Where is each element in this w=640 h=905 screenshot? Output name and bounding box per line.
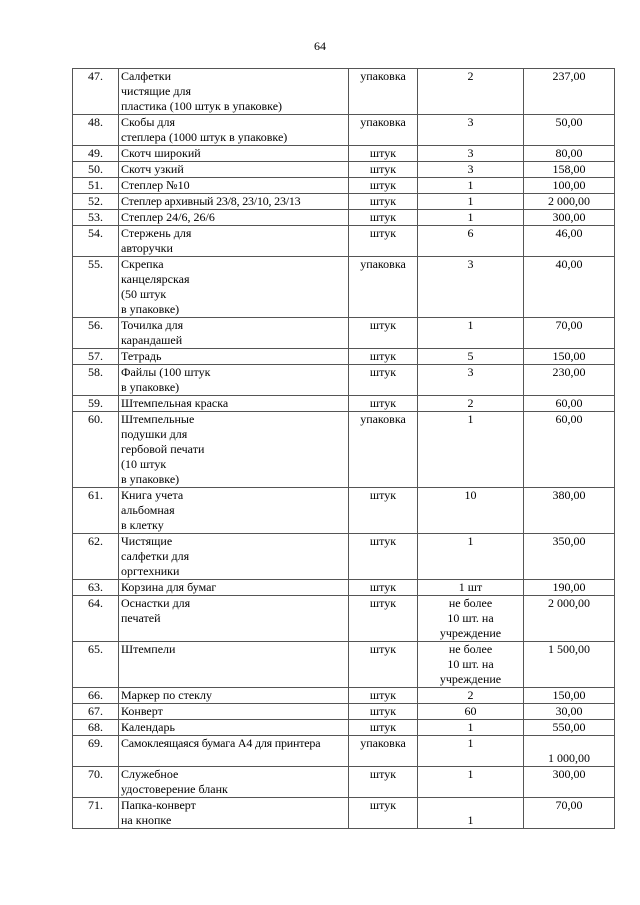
quantity-cell-line: 2 [467, 69, 474, 83]
item-name-cell-line: Салфетки [121, 69, 172, 83]
item-name-cell [119, 210, 349, 226]
item-name-cell-line: чистящие для [121, 84, 191, 98]
supplies-table [72, 68, 615, 829]
table-body [73, 69, 615, 829]
row-number-cell: 53. [73, 210, 119, 226]
item-name-cell [119, 162, 349, 178]
item-name-cell [119, 704, 349, 720]
unit-cell: штук [349, 767, 418, 798]
quantity-cell-line: 3 [467, 162, 474, 176]
item-name-cell-line: Стержень для [121, 226, 192, 240]
price-cell-line: 550,00 [552, 720, 586, 734]
unit-cell: штук [349, 704, 418, 720]
price-cell [524, 488, 615, 534]
quantity-cell [418, 162, 524, 178]
row-number-cell: 69. [73, 736, 119, 767]
row-number-cell: 61. [73, 488, 119, 534]
table-row [73, 365, 615, 396]
quantity-cell-line: 1 [467, 736, 474, 750]
price-cell-line: 158,00 [552, 162, 586, 176]
item-name-cell [119, 226, 349, 257]
item-name-cell [119, 534, 349, 580]
price-cell [524, 642, 615, 688]
quantity-cell [418, 767, 524, 798]
unit-cell: штук [349, 720, 418, 736]
row-number-cell: 70. [73, 767, 119, 798]
unit-cell: штук [349, 194, 418, 210]
table-row [73, 736, 615, 767]
unit-cell: упаковка [349, 736, 418, 767]
price-cell-line: 70,00 [555, 798, 583, 812]
quantity-cell-line: 1 [467, 534, 474, 548]
quantity-cell-line: 1 [467, 720, 474, 734]
price-cell-line: 40,00 [555, 257, 583, 271]
item-name-cell-line: гербовой печати [121, 442, 205, 456]
item-name-cell-line: Степлер 24/6, 26/6 [121, 210, 215, 224]
quantity-cell-line: 3 [467, 365, 474, 379]
price-cell [524, 318, 615, 349]
price-cell-line: 300,00 [552, 210, 586, 224]
item-name-cell [119, 257, 349, 318]
item-name-cell [119, 365, 349, 396]
quantity-cell-line: 1 [467, 318, 474, 332]
item-name-cell [119, 349, 349, 365]
table-row [73, 226, 615, 257]
item-name-cell-line: авторучки [121, 241, 173, 255]
item-name-cell-line: удостоверение бланк [121, 782, 228, 796]
quantity-cell-line: 1 [467, 412, 474, 426]
price-cell-line: 230,00 [552, 365, 586, 379]
quantity-cell [418, 534, 524, 580]
quantity-cell [418, 412, 524, 488]
item-name-cell-line: Служебное [121, 767, 179, 781]
item-name-cell [119, 580, 349, 596]
quantity-cell [418, 365, 524, 396]
item-name-cell-line: Оснастки для [121, 596, 191, 610]
table-row [73, 798, 615, 829]
item-name-cell [119, 412, 349, 488]
quantity-cell-line: 10 [464, 488, 477, 502]
item-name-cell-line: салфетки для [121, 549, 190, 563]
quantity-cell-line: 1 [467, 767, 474, 781]
quantity-cell [418, 194, 524, 210]
item-name-cell-line: в упаковке) [121, 380, 180, 394]
item-name-cell-line: Степлер №10 [121, 178, 190, 192]
quantity-cell [418, 146, 524, 162]
item-name-cell-line: Скотч узкий [121, 162, 184, 176]
row-number-cell: 63. [73, 580, 119, 596]
table-row [73, 488, 615, 534]
quantity-cell [418, 688, 524, 704]
item-name-cell-line: Чистящие [121, 534, 173, 548]
table-row [73, 767, 615, 798]
table-row [73, 688, 615, 704]
item-name-cell-line: Папка-конверт [121, 798, 196, 812]
price-cell [524, 349, 615, 365]
quantity-cell-line: 1 [467, 194, 474, 208]
item-name-cell-line: альбомная [121, 503, 175, 517]
row-number-cell: 62. [73, 534, 119, 580]
row-number-cell: 64. [73, 596, 119, 642]
item-name-cell-line: Штемпели [121, 642, 176, 656]
item-name-cell-line: Корзина для бумаг [121, 580, 217, 594]
item-name-cell [119, 488, 349, 534]
row-number-cell: 47. [73, 69, 119, 115]
item-name-cell-line: (10 штук [121, 457, 167, 471]
item-name-cell-line: канцелярская [121, 272, 190, 286]
page-number: 64 [314, 39, 326, 53]
unit-cell: штук [349, 146, 418, 162]
table-row [73, 115, 615, 146]
table-row [73, 178, 615, 194]
item-name-cell [119, 767, 349, 798]
price-cell [524, 412, 615, 488]
unit-cell: штук [349, 580, 418, 596]
unit-cell: штук [349, 534, 418, 580]
quantity-cell-line: 1 шт [458, 580, 483, 594]
table-row [73, 349, 615, 365]
quantity-cell [418, 580, 524, 596]
item-name-cell-line: Файлы (100 штук [121, 365, 211, 379]
quantity-cell-line: не более [448, 596, 493, 610]
item-name-cell-line: Штемпельные [121, 412, 195, 426]
row-number-cell: 54. [73, 226, 119, 257]
table-row [73, 580, 615, 596]
row-number-cell: 56. [73, 318, 119, 349]
price-cell-line: 190,00 [552, 580, 586, 594]
row-number-cell: 57. [73, 349, 119, 365]
row-number-cell: 60. [73, 412, 119, 488]
item-name-cell [119, 396, 349, 412]
price-cell-line: 300,00 [552, 767, 586, 781]
item-name-cell-line: Календарь [121, 720, 175, 734]
price-cell [524, 396, 615, 412]
item-name-cell-line: Конверт [121, 704, 163, 718]
item-name-cell-line: Тетрадь [121, 349, 162, 363]
quantity-cell [418, 318, 524, 349]
price-cell [524, 798, 615, 829]
price-cell-line [526, 736, 612, 751]
item-name-cell-line: Скобы для [121, 115, 176, 129]
item-name-cell [119, 596, 349, 642]
price-cell-line: 380,00 [552, 488, 586, 502]
price-cell-line: 350,00 [552, 534, 586, 548]
quantity-cell-line: 6 [467, 226, 474, 240]
quantity-cell [418, 210, 524, 226]
price-cell [524, 596, 615, 642]
row-number-cell: 51. [73, 178, 119, 194]
item-name-cell [119, 318, 349, 349]
item-name-cell-line: (50 штук [121, 287, 167, 301]
quantity-cell [418, 704, 524, 720]
table-row [73, 534, 615, 580]
price-cell [524, 720, 615, 736]
quantity-cell [418, 349, 524, 365]
price-cell-line: 1 500,00 [548, 642, 590, 656]
table-row [73, 396, 615, 412]
unit-cell: штук [349, 318, 418, 349]
row-number-cell: 58. [73, 365, 119, 396]
price-cell [524, 210, 615, 226]
price-cell [524, 69, 615, 115]
item-name-cell-line: Точилка для [121, 318, 184, 332]
table-row [73, 704, 615, 720]
quantity-cell-line: 1 [467, 210, 474, 224]
item-name-cell-line: Скотч широкий [121, 146, 201, 160]
quantity-cell-line: 60 [464, 704, 477, 718]
quantity-cell-line: 5 [467, 349, 474, 363]
quantity-cell [418, 596, 524, 642]
unit-cell: штук [349, 488, 418, 534]
price-cell [524, 146, 615, 162]
price-cell [524, 736, 615, 767]
price-cell-line: 2 000,00 [548, 194, 590, 208]
price-cell [524, 365, 615, 396]
row-number-cell: 52. [73, 194, 119, 210]
price-cell [524, 194, 615, 210]
item-name-cell [119, 798, 349, 829]
quantity-cell [418, 642, 524, 688]
unit-cell: штук [349, 642, 418, 688]
table-row [73, 257, 615, 318]
price-cell-line: 30,00 [555, 704, 583, 718]
item-name-cell [119, 688, 349, 704]
row-number-cell: 48. [73, 115, 119, 146]
table-row [73, 146, 615, 162]
unit-cell: штук [349, 162, 418, 178]
unit-cell: штук [349, 396, 418, 412]
item-name-cell-line: в упаковке) [121, 302, 180, 316]
row-number-cell: 67. [73, 704, 119, 720]
item-name-cell [119, 146, 349, 162]
unit-cell: штук [349, 178, 418, 194]
item-name-cell-line: Штемпельная краска [121, 396, 229, 410]
item-name-cell-line: оргтехники [121, 564, 180, 578]
unit-cell: штук [349, 798, 418, 829]
row-number-cell: 68. [73, 720, 119, 736]
price-cell-line: 2 000,00 [548, 596, 590, 610]
quantity-cell [418, 396, 524, 412]
price-cell-line: 46,00 [555, 226, 583, 240]
unit-cell: упаковка [349, 115, 418, 146]
unit-cell: штук [349, 349, 418, 365]
unit-cell: штук [349, 688, 418, 704]
item-name-cell-line: на кнопке [121, 813, 172, 827]
price-cell [524, 580, 615, 596]
item-name-cell-line: в клетку [121, 518, 164, 532]
table-row [73, 596, 615, 642]
table-row [73, 69, 615, 115]
table-row [73, 162, 615, 178]
table-row [73, 210, 615, 226]
price-cell [524, 767, 615, 798]
price-cell [524, 178, 615, 194]
price-cell [524, 226, 615, 257]
quantity-cell-line: 2 [467, 396, 474, 410]
quantity-cell [418, 115, 524, 146]
table-row [73, 194, 615, 210]
row-number-cell: 66. [73, 688, 119, 704]
price-cell-line: 237,00 [552, 69, 586, 83]
unit-cell: штук [349, 365, 418, 396]
quantity-cell-line: учреждение [439, 626, 502, 640]
item-name-cell-line: Степлер архивный 23/8, 23/10, 23/13 [121, 194, 301, 208]
item-name-cell-line: пластика (100 штук в упаковке) [121, 99, 283, 113]
table-row [73, 412, 615, 488]
price-cell-line: 80,00 [555, 146, 583, 160]
unit-cell: упаковка [349, 69, 418, 115]
table-row [73, 720, 615, 736]
price-cell-line: 60,00 [555, 412, 583, 426]
quantity-cell-line: 3 [467, 115, 474, 129]
row-number-cell: 49. [73, 146, 119, 162]
item-name-cell [119, 69, 349, 115]
price-cell [524, 704, 615, 720]
quantity-cell [418, 488, 524, 534]
unit-cell: штук [349, 210, 418, 226]
price-cell-line: 1 000,00 [548, 751, 590, 765]
quantity-cell-line: 1 [467, 813, 474, 827]
unit-cell: штук [349, 596, 418, 642]
unit-cell: упаковка [349, 257, 418, 318]
row-number-cell: 65. [73, 642, 119, 688]
quantity-cell [418, 798, 524, 829]
table-row [73, 318, 615, 349]
item-name-cell-line: Маркер по стеклу [121, 688, 212, 702]
quantity-cell-line: 10 шт. на [447, 611, 494, 625]
price-cell-line: 150,00 [552, 688, 586, 702]
row-number-cell: 55. [73, 257, 119, 318]
quantity-cell [418, 736, 524, 767]
price-cell-line: 60,00 [555, 396, 583, 410]
quantity-cell [418, 69, 524, 115]
item-name-cell [119, 115, 349, 146]
item-name-cell-line: Скрепка [121, 257, 164, 271]
quantity-cell-line: учреждение [439, 672, 502, 686]
quantity-cell [418, 257, 524, 318]
price-cell [524, 257, 615, 318]
price-cell-line: 150,00 [552, 349, 586, 363]
row-number-cell: 59. [73, 396, 119, 412]
price-cell-line: 100,00 [552, 178, 586, 192]
price-cell [524, 688, 615, 704]
quantity-cell [418, 720, 524, 736]
quantity-cell-line: 3 [467, 146, 474, 160]
quantity-cell-line: 3 [467, 257, 474, 271]
row-number-cell: 71. [73, 798, 119, 829]
item-name-cell [119, 720, 349, 736]
quantity-cell [418, 226, 524, 257]
unit-cell: упаковка [349, 412, 418, 488]
price-cell [524, 115, 615, 146]
item-name-cell [119, 178, 349, 194]
price-cell [524, 162, 615, 178]
row-number-cell: 50. [73, 162, 119, 178]
item-name-cell [119, 642, 349, 688]
item-name-cell-line: степлера (1000 штук в упаковке) [121, 130, 288, 144]
quantity-cell-line: 1 [467, 178, 474, 192]
item-name-cell [119, 736, 349, 767]
item-name-cell-line: Книга учета [121, 488, 184, 502]
item-name-cell-line: печатей [121, 611, 161, 625]
quantity-cell-line: 2 [467, 688, 474, 702]
price-cell-line: 50,00 [555, 115, 583, 129]
table-row [73, 642, 615, 688]
item-name-cell-line: карандашей [121, 333, 183, 347]
price-cell-line: 70,00 [555, 318, 583, 332]
item-name-cell [119, 194, 349, 210]
price-cell [524, 534, 615, 580]
unit-cell: штук [349, 226, 418, 257]
quantity-cell [418, 178, 524, 194]
quantity-cell-line [420, 798, 521, 813]
item-name-cell-line: подушки для [121, 427, 188, 441]
item-name-cell-line: в упаковке) [121, 472, 180, 486]
quantity-cell-line: не более [448, 642, 493, 656]
quantity-cell-line: 10 шт. на [447, 657, 494, 671]
item-name-cell-line: Самоклеящаяся бумага А4 для принтера [121, 736, 321, 750]
